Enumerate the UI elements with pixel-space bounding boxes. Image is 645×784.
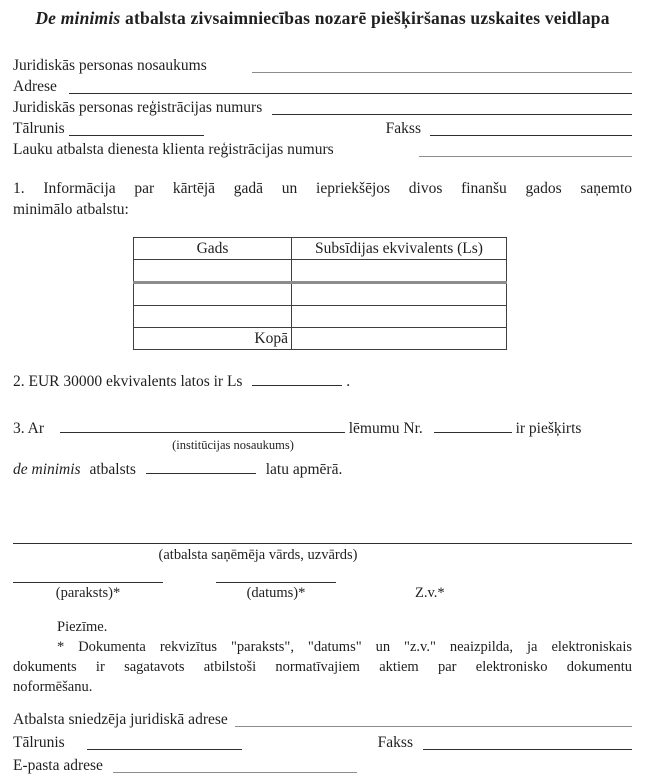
provider-fields-block [13, 707, 632, 776]
field-row-sniedzeja-adrese [13, 707, 632, 730]
label-fakss: Fakss [385, 120, 421, 137]
blank-latu-summa [146, 459, 256, 474]
label-talrunis-bottom: Tālrunis [13, 734, 65, 751]
table-footer-total-cell [292, 328, 507, 350]
field-row-nosaukums [13, 55, 632, 76]
label-fakss-bottom: Fakss [377, 734, 413, 751]
section3-prefix: 3. Ar [13, 420, 44, 437]
field-row-reg-numurs [13, 97, 632, 118]
label-juridiskas-personas-nosaukums: Juridiskās personas nosaukums [13, 57, 207, 74]
subsidy-table [133, 237, 507, 350]
label-talrunis: Tālrunis [13, 120, 65, 137]
table-cell-gads [134, 283, 292, 306]
datums-caption: (datums)* [246, 585, 306, 601]
blank-talrunis [69, 135, 204, 136]
section3-suffix: ir piešķirts [515, 420, 582, 437]
blank-lemuma-numurs [434, 418, 512, 433]
table-empty-row [134, 260, 507, 283]
section3-line2 [13, 459, 632, 480]
note-heading: Piezīme. [57, 619, 108, 635]
signature-labels-row [13, 585, 632, 601]
de-minimis-italic: de minimis [13, 461, 81, 478]
section3-latu-apmera: latu apmērā. [265, 461, 343, 478]
table-cell-ekvivalents [292, 306, 507, 328]
form-title [13, 6, 632, 30]
signature-lines-row [13, 581, 632, 583]
signature-gap [163, 581, 216, 583]
table-cell-gads [134, 260, 292, 283]
paraksts-caption: (paraksts)* [55, 585, 121, 601]
table-empty-row [134, 306, 507, 328]
label-lad-klienta-numurs: Lauku atbalsta dienesta klienta reģistrācijas numurs [13, 141, 334, 158]
note-line3: noformēšanu. [13, 679, 93, 695]
table-header-subsidijas: Subsīdijas ekvivalents (Ls) [292, 238, 507, 260]
note-line1: * Dokumenta rekvizītus "paraksts", "datums" un "z.v." neaizpilda, ja elektroniskais [57, 639, 632, 655]
section3-middle: lēmumu Nr. [348, 420, 423, 437]
zv-label: Z.v.* [415, 585, 445, 601]
label-epasta-adrese: E-pasta adrese [13, 757, 103, 774]
blank-fakss-bottom [423, 749, 632, 750]
blank-reg-numurs [272, 114, 632, 115]
table-cell-gads [134, 306, 292, 328]
blank-institucija [60, 418, 345, 433]
blank-paraksts [13, 581, 163, 583]
table-empty-row [134, 283, 507, 306]
section2-line [13, 371, 632, 392]
blank-nosaukums [252, 72, 632, 73]
label-registracijas-numurs: Juridiskās personas reģistrācijas numurs [13, 99, 263, 116]
table-cell-ekvivalents [292, 260, 507, 283]
blank-talrunis-bottom [87, 749, 242, 750]
blank-lad-numurs [419, 156, 632, 157]
blank-epasta-adrese [113, 772, 357, 773]
note-line2: dokuments ir sagatavots atbilstoši normatīvajiem aktiem par elektronisko dokumentu [13, 659, 632, 675]
recipient-name-caption: (atbalsta saņēmēja vārds, uzvārds) [158, 547, 358, 563]
form-title-italic: De minimis [35, 8, 121, 28]
blank-sniedzeja-adrese [235, 726, 632, 727]
section1-paragraph-line1: 1. Informācija par kārtējā gadā un iepriekšējos divos finanšu gados saņemto [13, 180, 632, 197]
institution-caption: (institūcijas nosaukums) [172, 438, 294, 452]
blank-eur-ekvivalents [252, 371, 342, 386]
blank-adrese [69, 93, 632, 94]
field-row-epasts [13, 753, 632, 776]
field-row-adrese [13, 76, 632, 97]
section2-text: 2. EUR 30000 ekvivalents latos ir Ls [13, 373, 243, 390]
section3-atbalsts: atbalsts [89, 461, 136, 478]
blank-fakss [430, 135, 632, 136]
table-cell-ekvivalents [292, 283, 507, 306]
form-title-rest: atbalsta zivsaimniecības nozarē piešķiršanas uzskaites veidlapa [120, 8, 610, 28]
section2-period: . [346, 373, 351, 390]
field-row-talrunis-fakss [13, 118, 632, 139]
table-footer-kopa: Kopā [134, 328, 292, 350]
table-header-gads: Gads [134, 238, 292, 260]
blank-datums [216, 581, 336, 583]
field-row-lad-numurs [13, 139, 632, 160]
label-adrese: Adrese [13, 78, 57, 95]
table-header-row [134, 238, 507, 260]
section1-paragraph-line2: minimālo atbalstu: [13, 201, 129, 218]
label-sniedzeja-adrese: Atbalsta sniedzēja juridiskā adrese [13, 711, 228, 728]
table-footer-row [134, 328, 507, 350]
section3-line1 [13, 418, 632, 438]
field-row-talrunis-fakss-bottom [13, 730, 632, 753]
blank-recipient-name [13, 543, 632, 544]
